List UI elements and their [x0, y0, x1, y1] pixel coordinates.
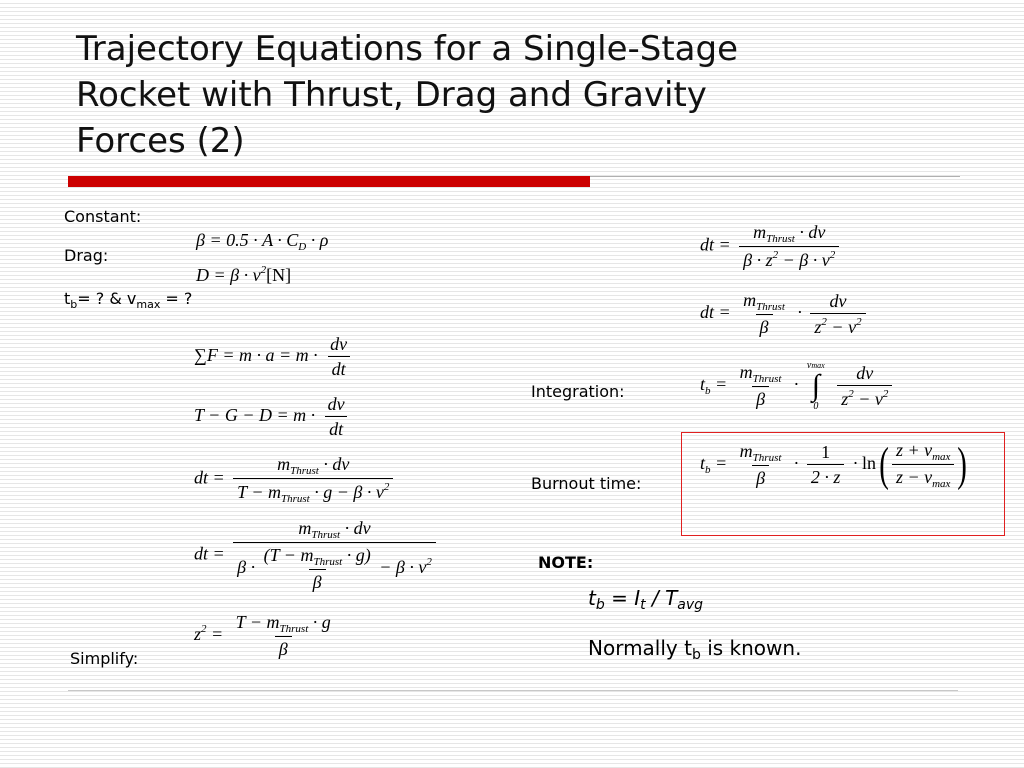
equation-dt-2: dt = $m_{Thrust}$ · dv β · $\frac{(T - m_{Thrust} \cdot g)}{\beta}$ − $\beta \cdot v^2$ [194, 518, 440, 593]
equation-dt-1: dt = $\frac{m_{Thrust} \cdot dv}{T - m_{Thrust} \cdot g - \beta \cdot v^2}$ [194, 454, 397, 505]
label-constant: Constant: [64, 207, 142, 226]
slide-title: Trajectory Equations for a Single-Stage Rocket with Thrust, Drag and Gravity Forces (2) [76, 29, 739, 161]
equation-drag: $D = \beta \cdot v^2[N]$ [196, 264, 292, 285]
equation-beta: $\beta = 0.5 \cdot A \cdot C_D \cdot \rho$ [196, 230, 329, 253]
label-burnout-time: Burnout time: [531, 474, 642, 493]
title-accent-bar [68, 176, 590, 187]
label-simplify: Simplify: [70, 649, 139, 668]
equation-dt-3: dt = $\frac{m_{Thrust} \cdot dv}{\beta \cdot z^2 - \beta \cdot v^2}$ [700, 222, 843, 271]
equation-burnout-time: $t_b$ = $\frac{m_{Thrust}}{\beta}$ · $\frac{1}{2 \cdot z}$ · ln( $\frac{z + v_{max}}{z - v_{max}}$ ) [700, 438, 968, 491]
title-rule [590, 176, 960, 177]
equation-integration: $t_b$ = $\frac{m_{Thrust}}{\beta}$ · vmax ∫ 0 $\frac{dv}{z^2 - v^2}$ [700, 360, 896, 412]
note-heading: NOTE: [538, 553, 594, 572]
note-burn-time-known: Normally $t_b$ is known. [588, 636, 802, 663]
integral-sign: vmax ∫ 0 [806, 360, 825, 412]
label-integration: Integration: [531, 382, 625, 401]
footer-rule [68, 690, 958, 691]
equation-newton-sum: ∑F = m · a = m · $\frac{dv}{dt}$ [194, 334, 355, 380]
equation-z-squared: $z^2$ = $\frac{T - m_{Thrust} \cdot g}{\beta}$ [194, 612, 331, 659]
equation-force-balance: T − G − D = m · $\frac{dv}{dt}$ [194, 394, 353, 440]
equation-dt-4: dt = $\frac{m_{Thrust}}{\beta}$ · $\frac{dv}{z^2 - v^2}$ [700, 290, 870, 338]
note-burn-time-formula: $t_b = I_t / T_{avg}$ [588, 586, 704, 613]
label-tb-vmax-question: $t_b=$ ? & $v_{max}$ = ? [64, 289, 193, 311]
label-drag: Drag: [64, 246, 109, 265]
